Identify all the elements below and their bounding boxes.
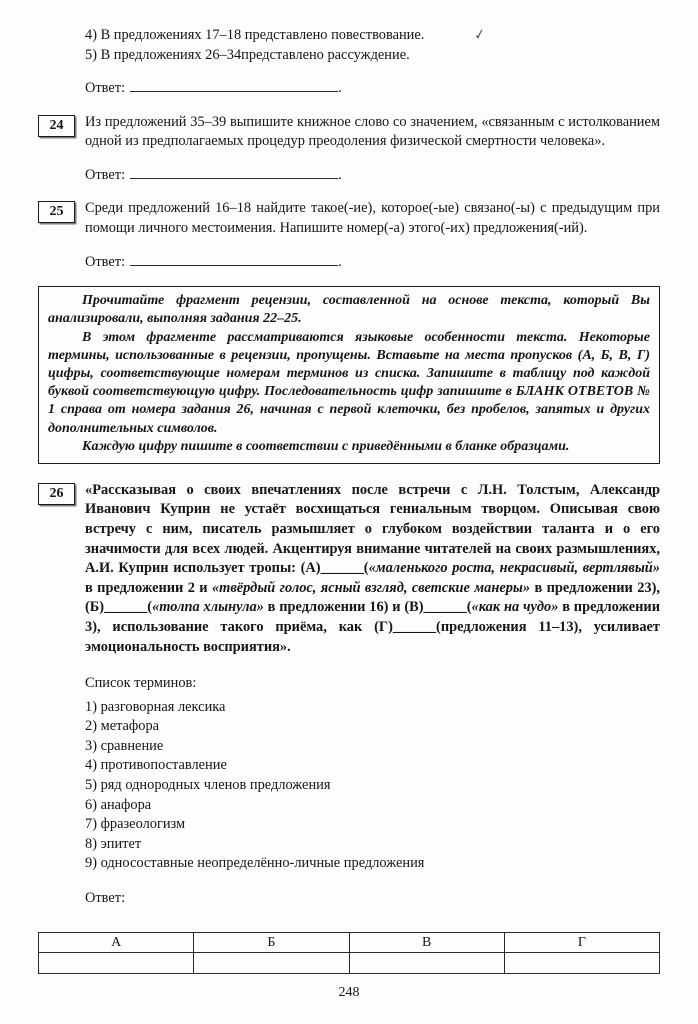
answer-label-task-26: Ответ: [85,889,126,906]
task-26-segment-italic: «толпа хлынула» [152,599,264,616]
task-26-text [85,481,660,657]
answer-cell-v [349,953,504,974]
answer-table-header-a: А [39,933,194,953]
task-26 [38,481,660,657]
answer-blank-line [130,166,338,179]
instruction-para-1: Прочитайте фрагмент рецензии, составленной на основе текста, который Вы анализировали, выполняя задания 22–25. [48,293,650,327]
task-26-segment-italic: «маленького роста, некрасивый, вертлявый» [368,560,661,577]
answer-line-period: . [338,80,342,97]
task-26-segment: «Рассказывая о своих впечатлениях после встречи с Л.Н. Толстым, Александр Иванович Куприн не устаёт восхищаться гениальным творцом. Описывая свою встречу с ним, писатель размышляет о глубоком воздействии таланта и о его значимости для всех людей. Акцентируя внимание читателей на своих размышлениях, А.И. Куприн использует тропы: (А)______( [85,481,660,577]
answer-cell-b [194,953,349,974]
term-item-4: 4) противопоставление [85,757,227,774]
answer-line-top [85,79,660,99]
task-26-segment-italic: «твёрдый голос, ясный взгляд, светские манеры» [211,579,531,596]
answer-table-header-v: В [349,933,504,953]
term-item-2: 2) метафора [85,718,160,735]
review-instruction-box [38,286,660,464]
task-26-segment: в предложении 16) и (В)______( [263,599,472,616]
task-26-segment: в предложении 3), использование такого приёма, как (Г)______(предложения 11–13), усиливает эмоциональность восприятия». [85,599,660,655]
term-item-7: 7) фразеологизм [85,816,186,833]
instruction-para-3: Каждую цифру пишите в соответствии с приведёнными в бланке образцами. [82,438,570,454]
answer-table [38,932,660,974]
term-item-3: 3) сравнение [85,737,164,754]
term-item-6: 6) анафора [85,796,152,813]
task-26-number-box: 26 [38,483,75,505]
task-24-text: Из предложений 35–39 выпишите книжное слово со значением, «связанным с истолкованием одной из предполагаемых процедур преодоления физической смертности человека». [85,113,660,150]
option-4: 4) В предложениях 17–18 представлено повествование. [85,27,425,43]
statement-options [85,26,660,65]
answer-line-period: . [338,253,342,270]
option-5: 5) В предложениях 26–34представлено рассуждение. [85,46,410,63]
page-number: 248 [338,985,360,1001]
term-item-9: 9) односоставные неопределённо-личные предложения [85,855,425,872]
term-item-8: 8) эпитет [85,835,142,852]
answer-blank-line [130,79,338,92]
answer-table-header-b: Б [194,933,349,953]
task-25 [38,199,660,238]
answer-line-period: . [338,166,342,183]
answer-blank-line [130,253,338,266]
terms-title: Список терминов: [85,675,197,692]
task-24 [38,113,660,152]
answer-label: Ответ: [85,80,126,97]
instruction-para-2: В этом фрагменте рассматриваются языковые особенности текста. Некоторые термины, использованные в рецензии, пропущены. Вставьте на места пропусков (А, Б, В, Г) цифры, соответствующие номерам терминов из списка. Запишите в таблицу под каждой буквой соответствующую цифру. Последовательность цифр запишите в БЛАНК ОТВЕТОВ № 1 справа от номера задания 26, начиная с первой клеточки, без пробелов, запятых и других дополнительных символов. [48,329,650,436]
answer-table-header-g: Г [504,933,659,953]
task-26-segment: в предложении 23), (Б)______( [85,579,660,616]
answer-line-task-24 [85,166,660,186]
task-26-segment-italic: «как на чудо» [471,599,559,616]
answer-line-task-25 [85,253,660,273]
terms-list [85,674,660,874]
answer-cell-g [504,953,659,974]
task-25-number-box: 25 [38,201,75,223]
pen-check-mark: ✓ [472,27,487,44]
term-item-5: 5) ряд однородных членов предложения [85,776,331,793]
answer-cell-a [39,953,194,974]
answer-label: Ответ: [85,253,126,270]
task-24-number-box: 24 [38,115,75,137]
answer-table-input-row [39,953,660,974]
answer-table-header-row [39,933,660,953]
task-26-segment: в предложении 2 и [85,579,212,596]
task-25-text: Среди предложений 16–18 найдите такое(-ие), которое(-ые) связано(-ы) с предыдущим при помощи личного местоимения. Напишите номер(-а) этого(-их) предложения(-ий). [85,200,660,237]
term-item-1: 1) разговорная лексика [85,698,226,715]
answer-label: Ответ: [85,166,126,183]
